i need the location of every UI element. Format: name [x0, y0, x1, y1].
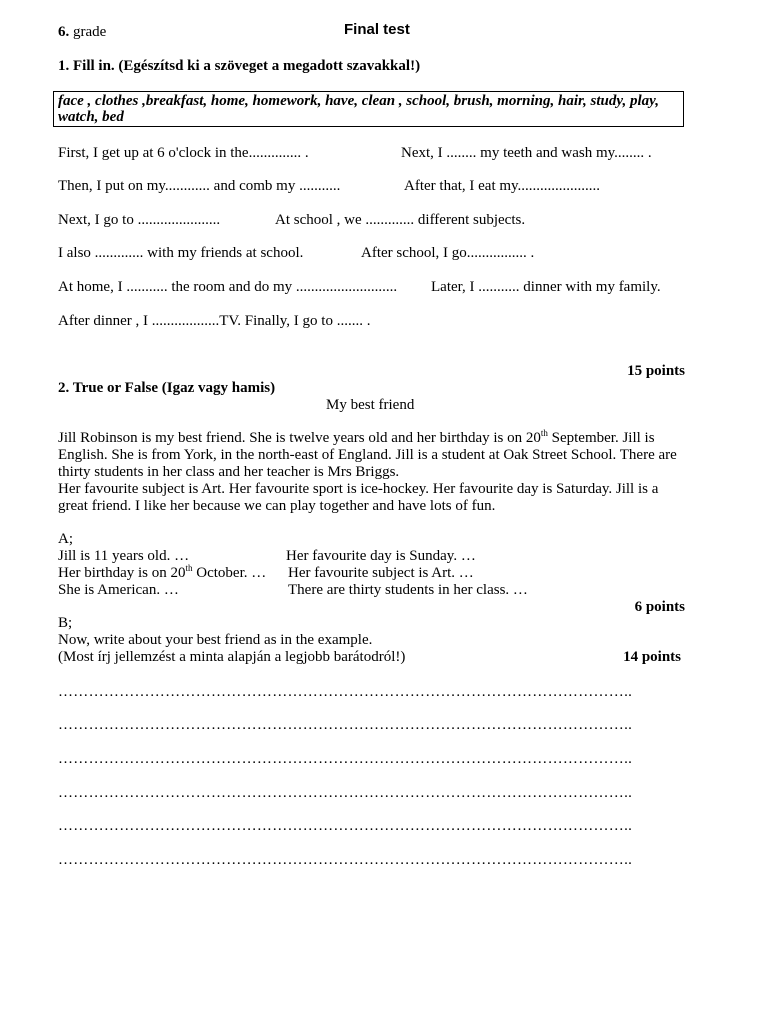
- sentence-7: I also ............. with my friends at school.: [58, 245, 304, 261]
- sentence-9: At home, I ........... the room and do my ...........................: [58, 279, 398, 295]
- sentence-5: Next, I go to ......................: [58, 212, 221, 228]
- writing-line[interactable]: …………………………………………………………………………………………………..: [58, 818, 633, 834]
- story-title: My best friend: [326, 397, 415, 413]
- story-p1-start: Jill Robinson is my best friend. She is twelve years old and her birthday is on 20: [58, 430, 541, 446]
- sentence-4: After that, I eat my......................: [404, 178, 601, 194]
- page-title: Final test: [344, 21, 410, 38]
- word-bank-line1: face , clothes ,breakfast, home, homework, have, clean , school, brush, morning, hair, study, play,: [58, 93, 660, 109]
- writing-line[interactable]: …………………………………………………………………………………………………..: [58, 785, 633, 801]
- statement-5: She is American. …: [58, 582, 179, 598]
- word-bank-line2: watch, bed: [58, 109, 124, 125]
- sentence-11: After dinner , I ..................TV. Finally, I go to ....... .: [58, 313, 371, 329]
- statement-3-superscript: th: [185, 563, 193, 573]
- grade-text: grade: [73, 24, 107, 40]
- sentence-3: Then, I put on my............ and comb my ...........: [58, 178, 341, 194]
- part-b-instruction: Now, write about your best friend as in the example.: [58, 632, 373, 648]
- task1-points: 15 points: [627, 363, 685, 379]
- story-paragraph-1: [58, 430, 688, 481]
- story-paragraph-2: Her favourite subject is Art. Her favourite sport is ice-hockey. Her favourite day is Saturday. Jill is a great friend. I like her because we can play together and have lots of fun.: [58, 481, 659, 514]
- story-p1-superscript: th: [540, 428, 548, 438]
- statement-3-end: October. …: [192, 565, 267, 581]
- sentence-8: After school, I go................ .: [361, 245, 535, 261]
- statement-3: [58, 565, 266, 582]
- sentence-6: At school , we ............. different subjects.: [275, 212, 526, 228]
- task2-heading: 2. True or False (Igaz vagy hamis): [58, 380, 276, 396]
- grade-number: 6.: [58, 24, 70, 40]
- part-b-points: 14 points: [623, 649, 681, 665]
- grade-label: [58, 24, 106, 41]
- part-b-instruction-hu: (Most írj jellemzést a minta alapján a legjobb barátodról!): [58, 649, 406, 665]
- writing-line[interactable]: …………………………………………………………………………………………………..: [58, 852, 633, 868]
- writing-line[interactable]: …………………………………………………………………………………………………..: [58, 717, 633, 733]
- writing-line[interactable]: …………………………………………………………………………………………………..: [58, 684, 633, 700]
- task1-heading: 1. Fill in. (Egészítsd ki a szöveget a megadott szavakkal!): [58, 58, 421, 74]
- writing-line[interactable]: …………………………………………………………………………………………………..: [58, 751, 633, 767]
- sentence-10: Later, I ........... dinner with my family.: [431, 279, 661, 295]
- part-a-points: 6 points: [634, 599, 685, 615]
- statement-1: Jill is 11 years old. …: [58, 548, 190, 564]
- statement-2: Her favourite day is Sunday. …: [286, 548, 476, 564]
- statement-6: There are thirty students in her class. …: [288, 582, 528, 598]
- statement-4: Her favourite subject is Art. …: [288, 565, 474, 581]
- story-p1-end: September. Jill is English. She is from York, in the north-east of England. Jill is a student at Oak Street School. There are thirty students in her class and her teacher is Mrs Briggs.: [58, 430, 677, 480]
- part-a-label: A;: [58, 531, 73, 547]
- sentence-1: First, I get up at 6 o'clock in the.............. .: [58, 145, 309, 161]
- part-b-label: B;: [58, 615, 73, 631]
- statement-3-start: Her birthday is on 20: [58, 565, 186, 581]
- sentence-2: Next, I ........ my teeth and wash my........ .: [401, 145, 652, 161]
